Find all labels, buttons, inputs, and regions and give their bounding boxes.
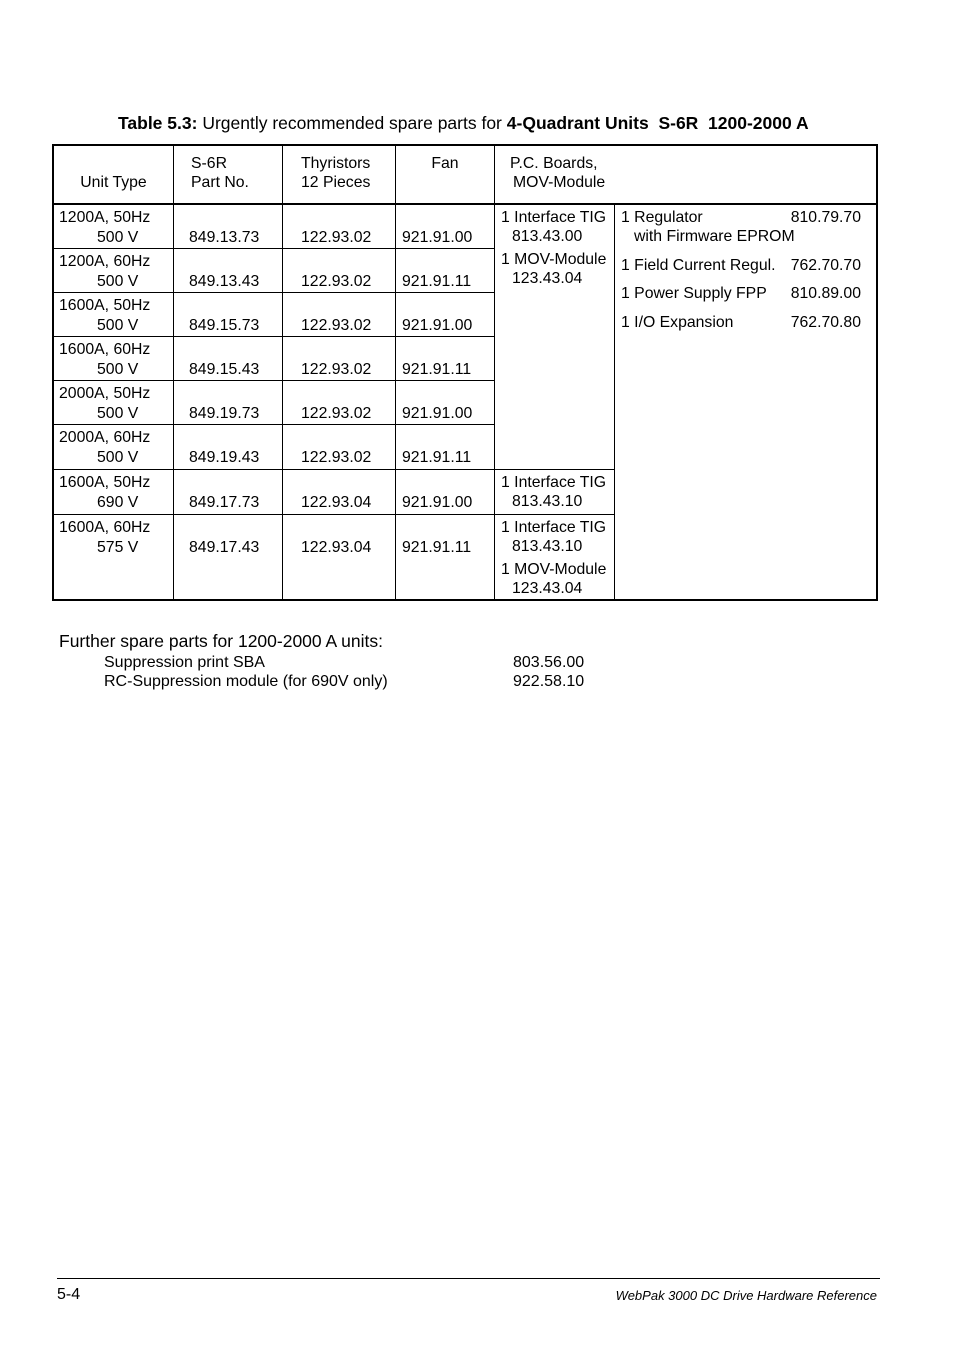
common-board-line (621, 313, 861, 332)
unit-voltage: 690 V (97, 494, 139, 511)
unit-voltage: 500 V (97, 273, 139, 290)
further-part-name: RC-Suppression module (for 690V only) (104, 673, 388, 690)
cell-unit-type (54, 381, 174, 425)
cell-fan: 921.91.00 (396, 205, 495, 249)
unit-rating: 1600A, 50Hz (59, 297, 151, 314)
board-part-no: 123.43.04 (512, 580, 583, 597)
list-item (104, 672, 584, 691)
unit-voltage: 500 V (97, 229, 139, 246)
document-title: WebPak 3000 DC Drive Hardware Reference (615, 1288, 877, 1303)
cell-unit-type (54, 205, 174, 249)
cell-unit-type (54, 425, 174, 470)
cell-thyristors: 122.93.02 (283, 337, 396, 381)
further-spare-parts-heading: Further spare parts for 1200-2000 A units: (59, 631, 383, 651)
cell-thyristors: 122.93.04 (283, 515, 396, 599)
cell-thyristors: 122.93.02 (283, 381, 396, 425)
unit-rating: 1600A, 60Hz (59, 519, 151, 536)
board-name: 1 MOV-Module (501, 561, 607, 578)
cell-part-no: 849.15.73 (174, 293, 283, 337)
caption-text: Urgently recommended spare parts for (202, 113, 502, 133)
header-fan (396, 146, 495, 205)
unit-rating: 1200A, 50Hz (59, 209, 151, 226)
cell-part-no: 849.15.43 (174, 337, 283, 381)
common-board-part-no: 810.89.00 (790, 285, 861, 302)
cell-thyristors: 122.93.02 (283, 425, 396, 470)
list-item (104, 653, 584, 672)
header-label: Unit Type (80, 174, 147, 191)
cell-thyristors: 122.93.02 (283, 249, 396, 293)
cell-thyristors: 122.93.04 (283, 470, 396, 515)
board-name: 1 Interface TIG (501, 519, 607, 536)
unit-voltage: 500 V (97, 405, 139, 422)
unit-voltage: 575 V (97, 539, 139, 556)
further-part-no: 803.56.00 (513, 654, 585, 671)
cell-part-no: 849.13.43 (174, 249, 283, 293)
cell-fan: 921.91.11 (396, 337, 495, 381)
cell-thyristors: 122.93.02 (283, 293, 396, 337)
cell-fan: 921.91.11 (396, 515, 495, 599)
cell-unit-type (54, 470, 174, 515)
board-item (501, 518, 614, 556)
cell-part-no: 849.19.73 (174, 381, 283, 425)
common-board-item (621, 256, 861, 275)
cell-part-no: 849.13.73 (174, 205, 283, 249)
cell-boards-group (495, 515, 615, 599)
common-board-line (621, 256, 861, 275)
common-board-name: 1 Regulator (621, 209, 703, 226)
unit-voltage: 500 V (97, 317, 139, 334)
table-caption (118, 113, 809, 133)
cell-part-no: 849.17.43 (174, 515, 283, 599)
common-board-name: 1 Power Supply FPP (621, 285, 767, 302)
common-board-part-no: 810.79.70 (790, 209, 861, 226)
unit-rating: 1600A, 60Hz (59, 341, 151, 358)
common-board-note: with Firmware EPROM (634, 228, 795, 245)
further-part-name: Suppression print SBA (104, 654, 265, 671)
header-unit-type (54, 146, 174, 205)
board-part-no: 813.43.10 (512, 538, 583, 555)
board-item (501, 208, 614, 246)
footer-divider (57, 1278, 880, 1279)
header-label: MOV-Module (513, 174, 606, 191)
cell-fan: 921.91.00 (396, 470, 495, 515)
unit-voltage: 500 V (97, 449, 139, 466)
common-board-name: 1 I/O Expansion (621, 313, 734, 331)
common-board-name: 1 Field Current Regul. (621, 256, 776, 274)
header-thyristors (283, 146, 396, 205)
cell-unit-type (54, 293, 174, 337)
common-board-line (621, 208, 861, 227)
cell-boards-group (495, 205, 615, 470)
cell-part-no: 849.19.43 (174, 425, 283, 470)
header-label: 12 Pieces (301, 174, 371, 191)
caption-label: Table 5.3: (118, 113, 198, 133)
board-part-no: 123.43.04 (512, 270, 583, 287)
caption-subject: 4-Quadrant Units S-6R 1200-2000 A (506, 113, 809, 133)
board-part-no: 813.43.00 (512, 228, 583, 245)
cell-common-boards (615, 205, 876, 599)
cell-part-no: 849.17.73 (174, 470, 283, 515)
board-part-no: 813.43.10 (512, 493, 583, 510)
unit-rating: 1600A, 50Hz (59, 474, 151, 491)
unit-rating: 1200A, 60Hz (59, 253, 151, 270)
header-label: S-6R (191, 155, 227, 172)
spare-parts-table (52, 144, 878, 601)
common-board-item (621, 208, 861, 246)
unit-rating: 2000A, 50Hz (59, 385, 151, 402)
header-label: P.C. Boards, (510, 155, 598, 172)
common-board-part-no: 762.70.80 (790, 313, 861, 331)
header-label: Thyristors (301, 155, 371, 172)
header-label: Fan (431, 155, 459, 172)
cell-boards-group (495, 470, 615, 515)
page-number: 5-4 (57, 1286, 81, 1303)
cell-unit-type (54, 515, 174, 599)
cell-fan: 921.91.00 (396, 381, 495, 425)
board-item (501, 473, 614, 511)
common-board-item (621, 284, 861, 303)
board-item (501, 560, 614, 598)
cell-unit-type (54, 337, 174, 381)
cell-fan: 921.91.11 (396, 425, 495, 470)
common-board-part-no: 762.70.70 (790, 256, 861, 274)
header-part-no (174, 146, 283, 205)
cell-fan: 921.91.00 (396, 293, 495, 337)
further-part-no: 922.58.10 (513, 673, 585, 690)
board-name: 1 Interface TIG (501, 209, 607, 226)
cell-thyristors: 122.93.02 (283, 205, 396, 249)
cell-unit-type (54, 249, 174, 293)
board-item (501, 250, 614, 288)
unit-voltage: 500 V (97, 361, 139, 378)
unit-rating: 2000A, 60Hz (59, 429, 151, 446)
common-board-item (621, 313, 861, 332)
common-board-line (621, 284, 861, 303)
cell-fan: 921.91.11 (396, 249, 495, 293)
further-spare-parts-list (104, 653, 584, 691)
header-pc-boards (495, 146, 876, 205)
board-name: 1 MOV-Module (501, 251, 607, 268)
header-label: Part No. (191, 174, 249, 191)
board-name: 1 Interface TIG (501, 474, 607, 491)
